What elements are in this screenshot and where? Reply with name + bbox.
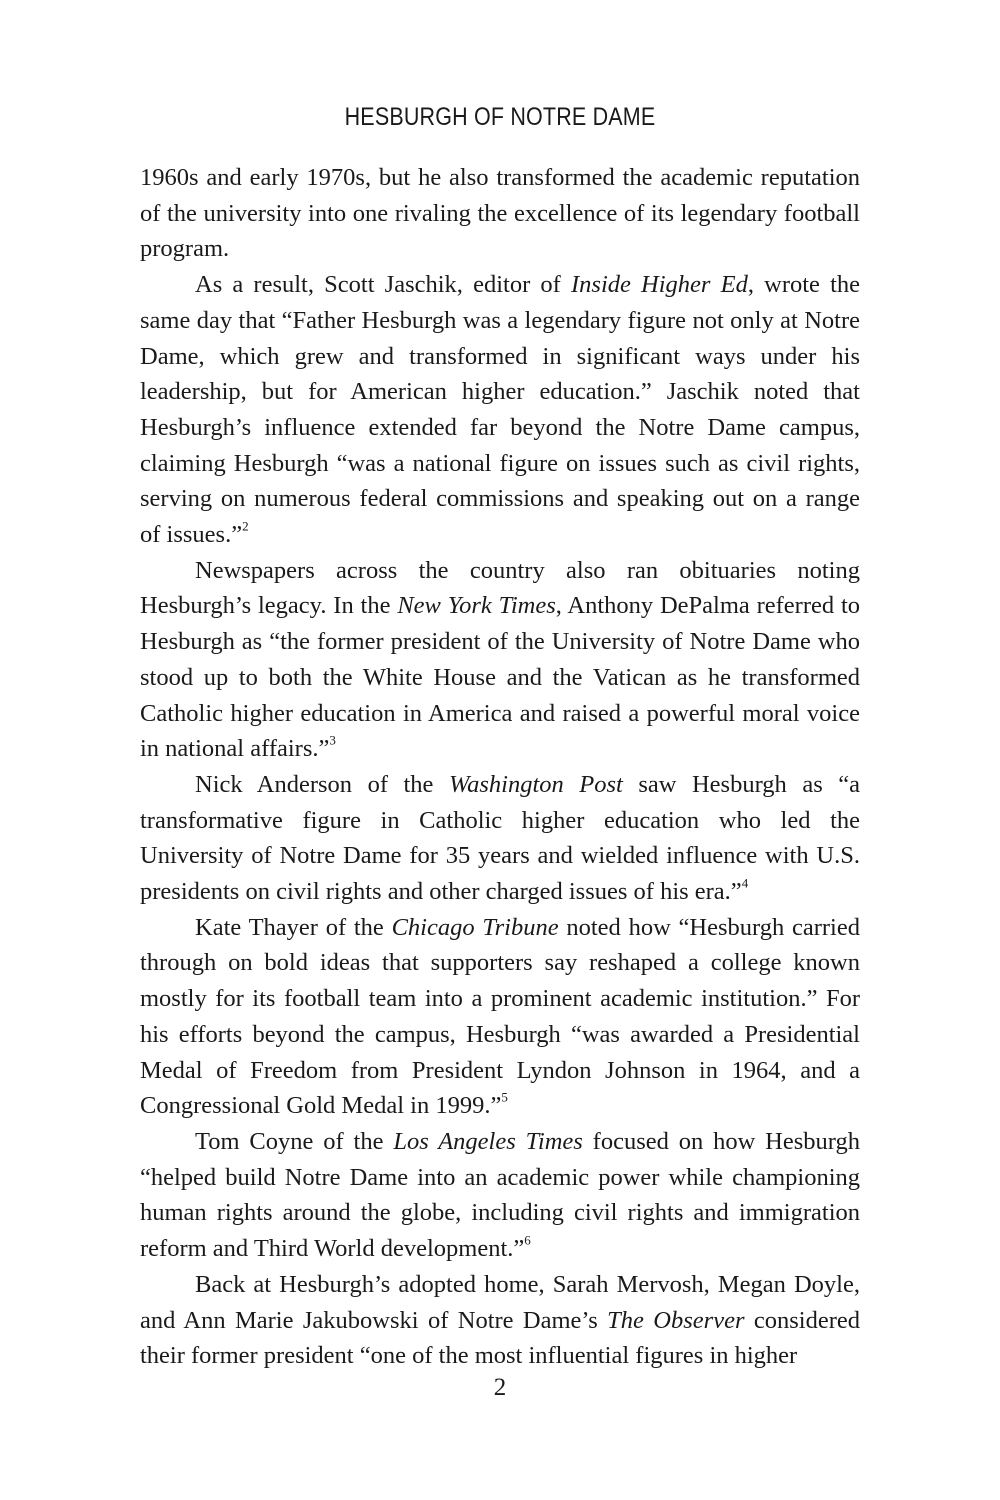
paragraph-text: , Anthony DePalma referred to Hesburgh as “the former president of the University of Notre Dame who stood up to both the White House and the Vatican as he transformed Catholic higher education in America and raised a powerful moral voice in national affairs.” <box>140 592 860 763</box>
publication-title: Los Angeles Times <box>393 1127 583 1155</box>
paragraph-text: As a result, Scott Jaschik, editor of <box>195 271 571 299</box>
body-text <box>140 160 860 1374</box>
paragraph-text: , wrote the same day that “Father Hesburgh was a legendary figure not only at Notre Dame, which grew and transformed in significant ways under his leadership, but for American higher education.” Jaschik noted that Hesburgh’s influence extended far beyond the Notre Dame campus, claiming Hesburgh “was a national figure on issues such as civil rights, serving on numerous federal commissions and speaking out on a range of issues.” <box>140 271 861 549</box>
paragraph-text: Nick Anderson of the <box>195 770 449 798</box>
paragraph-text: Tom Coyne of the <box>195 1127 394 1155</box>
paragraph-2 <box>140 267 860 553</box>
paragraph-3 <box>140 553 860 767</box>
publication-title: The Observer <box>607 1306 745 1334</box>
publication-title: Chicago Tribune <box>391 913 559 941</box>
footnote-marker: 6 <box>524 1232 531 1248</box>
publication-title: New York Times <box>397 592 556 620</box>
paragraph-6 <box>140 1124 860 1267</box>
paragraph-5 <box>140 910 860 1124</box>
publication-title: Inside Higher Ed <box>571 271 748 299</box>
paragraph-text: Newspapers across the country also ran obituaries noting Hesburgh’s legacy. In the <box>140 556 860 620</box>
paragraph-1 <box>140 160 860 267</box>
footnote-marker: 3 <box>329 732 336 748</box>
paragraph-text: Kate Thayer of the <box>195 913 392 941</box>
paragraph-text: Back at Hesburgh’s adopted home, Sarah Mervosh, Megan Doyle, and Ann Marie Jakubowski of Notre Dame’s <box>140 1270 860 1334</box>
paragraph-text: saw Hesburgh as “a transformative figure in Catholic higher education who led the University of Notre Dame for 35 years and wielded influence with U.S. presidents on civil rights and other charged issues of his era.” <box>140 770 860 906</box>
paragraph-text: considered their former president “one of the most influential figures in higher <box>140 1306 860 1370</box>
footnote-marker: 2 <box>242 518 249 534</box>
paragraph-text: 1960s and early 1970s, but he also transformed the academic reputation of the university into one rivaling the excellence of its legendary football program. <box>140 164 860 263</box>
paragraph-text: focused on how Hesburgh “helped build Notre Dame into an academic power while championing human rights around the globe, including civil rights and immigration reform and Third World development.” <box>140 1127 860 1263</box>
paragraph-4 <box>140 767 860 910</box>
page-number: 2 <box>493 1374 507 1401</box>
paragraph-7 <box>140 1267 860 1374</box>
publication-title: Washington Post <box>448 770 623 798</box>
running-head: HESBURGH OF NOTRE DAME <box>344 103 656 131</box>
footnote-marker: 5 <box>501 1089 508 1105</box>
footnote-marker: 4 <box>741 875 749 891</box>
paragraph-text: noted how “Hesburgh carried through on bold ideas that supporters say reshaped a college known mostly for its football team into a prominent academic institution.” For his efforts beyond the campus, Hesburgh “was awarded a Presidential Medal of Freedom from President Lyndon Johnson in 1964, and a Congressional Gold Medal in 1999.” <box>140 913 860 1120</box>
